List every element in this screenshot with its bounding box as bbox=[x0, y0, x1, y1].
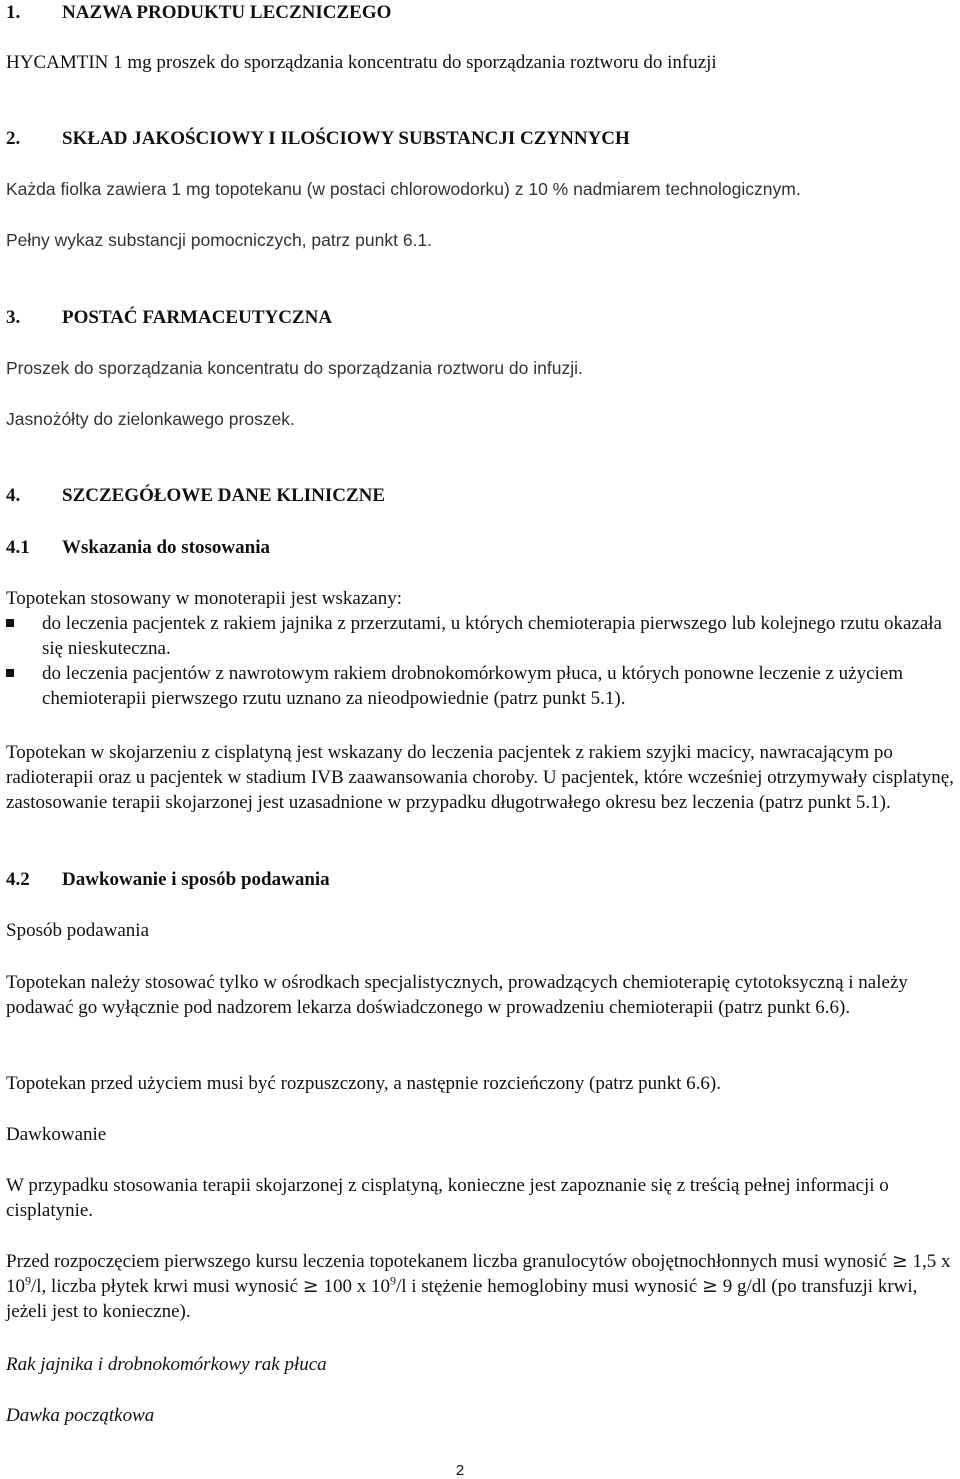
indications-block bbox=[6, 586, 956, 711]
section-4-heading bbox=[6, 483, 385, 508]
administration-text: Topotekan należy stosować tylko w ośrodkach specjalistycznych, prowadzących chemioterapię cytotoksyczną i należy podawać go wyłącznie pod nadzorem lekarza doświadczonego w prowadzeniu chemioterapii (patrz punkt 6.6). bbox=[6, 972, 908, 1018]
text-run: 100 x 10 bbox=[318, 1276, 390, 1297]
ge-symbol: ≥ bbox=[302, 1275, 319, 1297]
section-title: SZCZEGÓŁOWE DANE KLINICZNE bbox=[62, 485, 386, 506]
reconstitution-text: Topotekan przed użyciem musi być rozpuszczony, a następnie rozcieńczony (patrz punkt 6.6). bbox=[6, 1073, 721, 1094]
form-text: Proszek do sporządzania koncentratu do sporządzania roztworu do infuzji. bbox=[6, 358, 583, 378]
section-title: Dawkowanie i sposób podawania bbox=[62, 869, 330, 890]
section-2-heading bbox=[6, 126, 630, 151]
ge-symbol: ≥ bbox=[702, 1275, 718, 1297]
section-number: 4.1 bbox=[6, 537, 30, 558]
page-number: 2 bbox=[455, 1462, 465, 1479]
superscript: 9 bbox=[25, 1273, 31, 1288]
indications-list bbox=[6, 611, 956, 711]
blood-count-requirements bbox=[6, 1249, 956, 1324]
indications-intro: Topotekan stosowany w monoterapii jest wskazany: bbox=[6, 588, 403, 609]
dosing-subheading: Dawkowanie bbox=[6, 1124, 107, 1145]
list-item-text: do leczenia pacjentów z nawrotowym rakiem drobnokomórkowym płuca, u których ponowne leczenie z użyciem chemioterapii pierwszego rzutu uznano za nieodpowiednie (patrz punkt 5.1). bbox=[42, 663, 904, 709]
section-number: 4.2 bbox=[6, 869, 30, 890]
cisplatin-note bbox=[6, 1173, 906, 1223]
text-run: /l i stężenie hemoglobiny musi wynosić bbox=[395, 1276, 703, 1297]
section-number: 4. bbox=[6, 485, 21, 506]
list-item-text: do leczenia pacjentek z rakiem jajnika z przerzutami, u których chemioterapia pierwszego lub kolejnego rzutu okazała się nieskuteczna. bbox=[42, 613, 942, 659]
square-bullet-icon bbox=[6, 669, 14, 677]
text-run: 9 g/dl (po transfuzji krwi, jeżeli jest to konieczne). bbox=[6, 1276, 918, 1322]
administration-subheading: Sposób podawania bbox=[6, 920, 150, 941]
text-run: 1,5 x 10 bbox=[6, 1251, 951, 1297]
section-4-1-heading bbox=[6, 535, 270, 560]
composition-text: Każda fiolka zawiera 1 mg topotekanu (w postaci chlorowodorku) z 10 % nadmiarem technologicznym. bbox=[6, 179, 801, 199]
section-4-2-heading bbox=[6, 867, 330, 892]
section-title: POSTAĆ FARMACEUTYCZNA bbox=[62, 307, 333, 328]
superscript: 9 bbox=[389, 1273, 396, 1288]
section-title: Wskazania do stosowania bbox=[62, 537, 270, 558]
section-title: NAZWA PRODUKTU LECZNICZEGO bbox=[62, 2, 392, 23]
section-3-heading bbox=[6, 305, 332, 330]
text-run: Przed rozpoczęciem pierwszego kursu leczenia topotekanem liczba granulocytów obojętnochłonnych musi wynosić bbox=[6, 1251, 892, 1272]
square-bullet-icon bbox=[6, 619, 14, 627]
product-name: HYCAMTIN 1 mg proszek do sporządzania koncentratu do sporządzania roztworu do infuzji bbox=[6, 52, 717, 73]
combination-therapy-text: Topotekan w skojarzeniu z cisplatyną jest wskazany do leczenia pacjentek z rakiem szyjki macicy, nawracającym po radioterapii oraz u pacjentek w stadium IVB zaawansowania choroby. U pacjentek, które wcześniej otrzymywały cisplatynę, zastosowanie terapii skojarzonej jest uzasadnione w przypadku długotrwałego okresu bez leczenia (patrz punkt 5.1). bbox=[6, 742, 954, 813]
indication-subheading: Rak jajnika i drobnokomórkowy rak płuca bbox=[6, 1354, 327, 1375]
appearance-text: Jasnożółty do zielonkawego proszek. bbox=[6, 409, 295, 429]
starting-dose-subheading: Dawka początkowa bbox=[6, 1405, 155, 1426]
list-item bbox=[6, 661, 956, 711]
list-item bbox=[6, 611, 956, 661]
section-number: 3. bbox=[6, 307, 21, 328]
section-number: 1. bbox=[6, 2, 21, 23]
ge-symbol: ≥ bbox=[891, 1250, 908, 1272]
section-number: 2. bbox=[6, 128, 21, 149]
section-title: SKŁAD JAKOŚCIOWY I ILOŚCIOWY SUBSTANCJI CZYNNYCH bbox=[62, 128, 630, 149]
text-run: /l, liczba płytek krwi musi wynosić bbox=[31, 1276, 303, 1297]
excipients-note: Pełny wykaz substancji pomocniczych, patrz punkt 6.1. bbox=[6, 230, 433, 250]
cisplatin-note-text: W przypadku stosowania terapii skojarzonej z cisplatyną, konieczne jest zapoznanie się z treścią pełnej informacji o cisplatynie. bbox=[6, 1175, 889, 1221]
section-1-heading bbox=[6, 0, 391, 25]
